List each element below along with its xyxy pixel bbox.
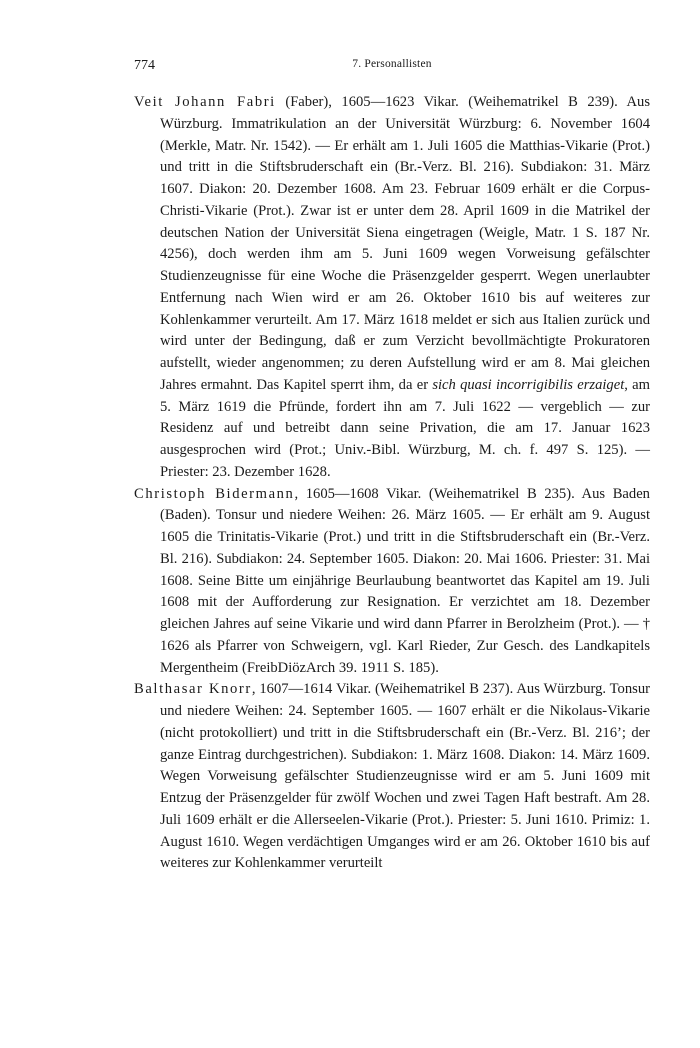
- entry-christoph-bidermann: [134, 484, 650, 680]
- entry-text: (Faber), 1605—1623 Vikar. (Weihematrikel B 239). Aus Würzburg. Immatrikulation an der Universität Würzburg: 6. November 1604 (Merkle, Matr. Nr. 1542). — Er erhält am 1. Juli 1605 die Matthias-Vikarie (Prot.) und tritt in die Stiftsbruderschaft ein (Br.-Verz. Bl. 216). Subdiakon: 31. März 1607. Diakon: 20. Dezember 1608. Am 23. Februar 1609 erhält er die Corpus-Christi-Vikarie (Prot.). Zwar ist er unter dem 28. April 1609 in die Matrikel der deutschen Nation der Universität Siena eingetragen (Weigle, Matr. 1 S. 187 Nr. 4256), doch werden ihm am 5. Juni 1609 wegen Vorweisung gefälschter Studienzeugnisse für eine Woche die Präsenzgelder gesperrt. Wegen unerlaubter Entfernung nach Wien wird er am 26. Oktober 1610 bis auf weiteres zur Kohlenkammer verurteilt. Am 17. März 1618 meldet er sich aus Italien zurück und wird unter der Bedingung, daß er zum Verzicht bevollmächtigte Prokuratoren aufstellt, wieder angenommen; zu deren Aufstellung wird er am 8. Mai gleichen Jahres ermahnt. Das Kapitel sperrt ihm, da er: [160, 94, 651, 393]
- entry-text: , 1607—1614 Vikar. (Weihematrikel B 237). Aus Würzburg. Tonsur und niedere Weihen: 24. September 1605. — 1607 erhält er die Nikolaus-Vikarie (nicht protokolliert) und tritt in die Stiftsbruderschaft ein (Br.-Verz. Bl. 216’; der ganze Eintrag durchgestrichen). Subdiakon: 1. März 1608. Diakon: 14. März 1609. Wegen Vorweisung gefälschter Studienzeugnisse wird er am 5. Juni 1609 mit Entzug der Präsenzgelder für zwölf Wochen und zwei Tagen Haft bestraft. Am 28. Juli 1609 erhält er die Allerseelen-Vikarie (Prot.). Priester: 5. Juni 1610. Primiz: 1. August 1610. Wegen verdächtigen Umganges wird er am 26. Oktober 1610 bis auf weiteres zur Kohlenkammer verurteilt: [160, 681, 650, 872]
- entry-list: [134, 92, 650, 875]
- entry-name: Balthasar Knorr: [134, 681, 252, 698]
- entry-text: , 1605—1608 Vikar. (Weihematrikel B 235). Aus Baden (Baden). Tonsur und niedere Weihen: 26. März 1605. — Er erhält am 9. August 1605 die Trinitatis-Vikarie (Prot.) und tritt in die Stiftsbruderschaft ein (Br.-Verz. Bl. 216). Subdiakon: 24. September 1605. Diakon: 20. Mai 1606. Priester: 31. Mai 1608. Seine Bitte um einjährige Beurlaubung beantwortet das Kapitel am 19. Juli 1608 mit der Aufforderung zur Resignation. Er verzichtet am 18. Dezember gleichen Jahres auf seine Vikarie und wird dann Pfarrer in Berolzheim (Prot.). — † 1626 als Pfarrer von Schweigern, vgl. Karl Rieder, Zur Gesch. des Landkapitels Mergentheim (FreibDiözArch 39. 1911 S. 185).: [160, 485, 650, 676]
- page-number: 774: [134, 58, 155, 73]
- page: [134, 58, 650, 875]
- section-title: 7. Personallisten: [352, 58, 432, 70]
- entry-balthasar-knorr: [134, 679, 650, 875]
- entry-name: Veit Johann Fabri: [134, 94, 276, 110]
- entry-quotation: sich quasi incorrigibilis erzaiget: [432, 376, 625, 393]
- entry-name: Christoph Bidermann: [134, 485, 295, 502]
- running-head: [134, 58, 650, 82]
- entry-text-continued: , am 5. März 1619 die Pfründe, fordert ihn am 7. Juli 1622 — vergeblich — zur Residenz auf und betreibt dann seine Privation, die am 17. Januar 1623 ausgesprochen wird (Prot.; Univ.-Bibl. Würzburg, M. ch. f. 497 S. 125). — Priester: 23. Dezember 1628.: [160, 376, 650, 480]
- entry-veit-johann-fabri: [134, 92, 651, 484]
